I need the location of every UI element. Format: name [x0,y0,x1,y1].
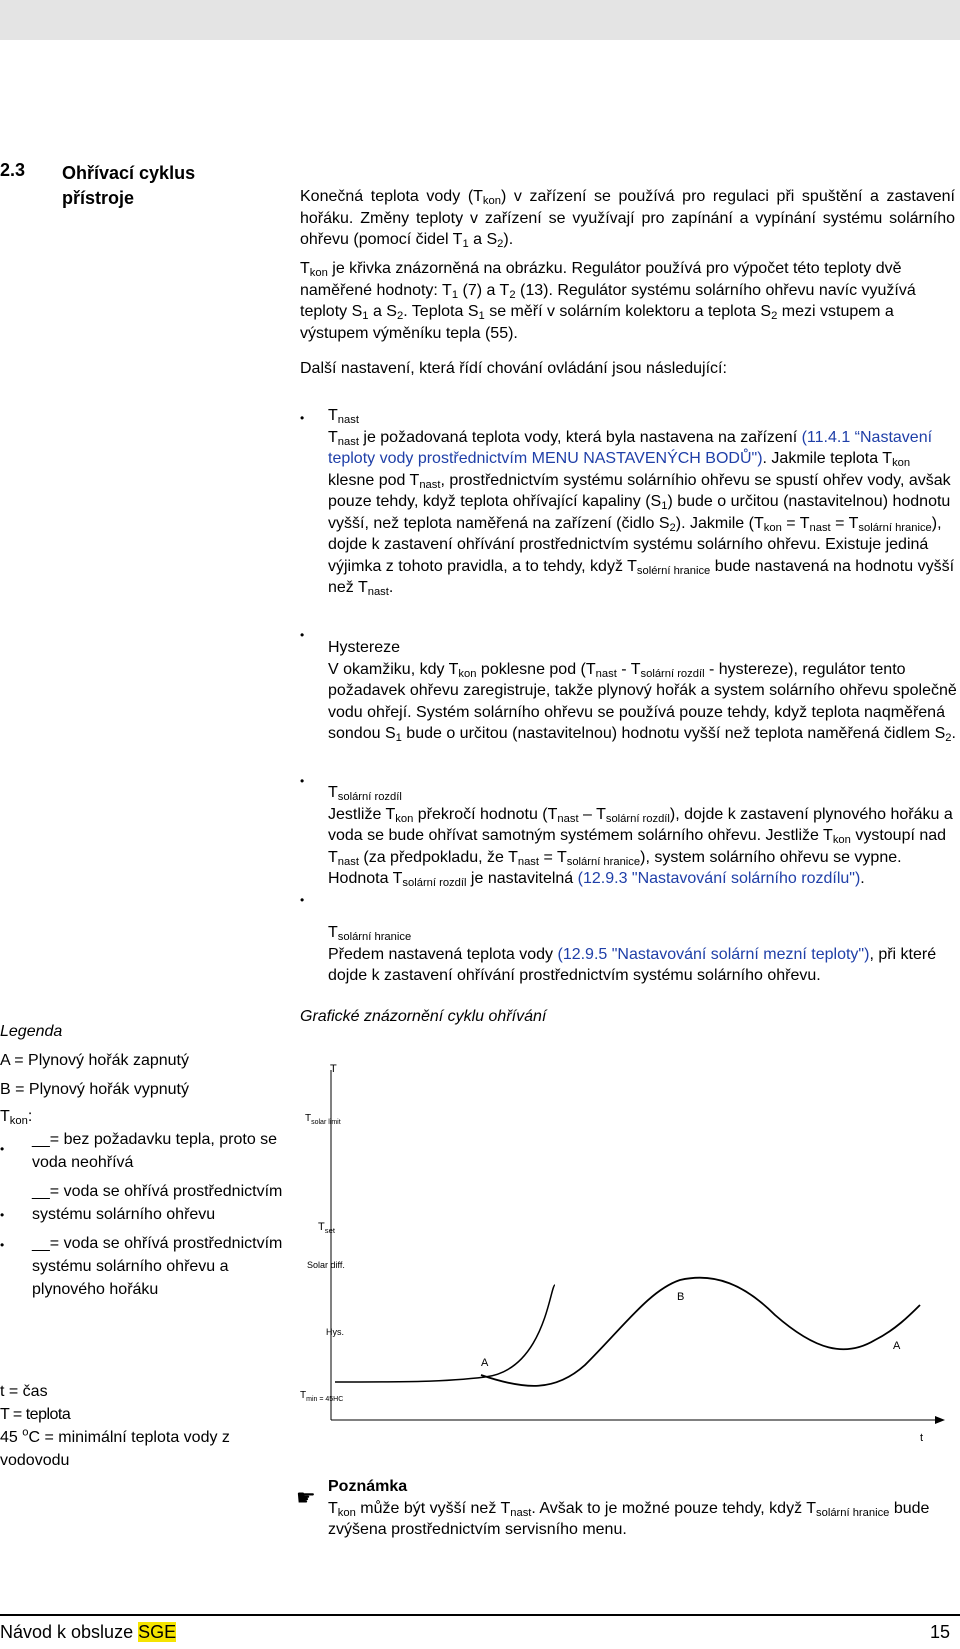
legend-item-2: • __= voda se ohřívá prostřednictvím systému solárního ohřevu [0,1183,283,1223]
label-hys: Hys. [326,1327,344,1337]
section-number: 2.3 [0,160,26,180]
note-text: $T_{kon}$ může být vyšší než $T_{nast}$. Avšak to je možné pouze tehdy, když $T_{solární hranice}$ bude zvýšena prostřednictvím servisního menu. [328,1499,930,1538]
bullet-solar-diff-head: $T_{solární rozdíl}$ [328,784,402,803]
legend-min: 45 $^o$C = minimální teplota vody z vodovodu [0,1426,230,1469]
hand-icon: ☛ [296,1485,316,1510]
bullet-dot: • [300,411,305,425]
point-label-A2: A [893,1340,901,1352]
legend-title: Legenda [0,1023,63,1040]
axis-label-t: t [920,1432,924,1444]
bullet-solar-limit-text: Předem nastavená teplota vody (12.9.5 "Nastavování solární mezní teploty"), při které dojde k zastavení ohřívání prostřednictvím systému solárního ohřevu. [328,945,937,984]
legend-units [0,1380,285,1472]
legend-b: B = Plynový hořák vypnutý [0,1081,189,1098]
legend-tkon: $T_{kon}$: [0,1108,33,1127]
label-tset: $T_{set}$ [318,1221,335,1235]
note-title: Poznámka [328,1478,408,1495]
legend-T: T = teplota [0,1406,71,1423]
footer-brand: SGE [138,1622,177,1642]
x-axis-arrow [935,1416,945,1424]
label-tsolar-limit: $T_{solar limit}$ [305,1113,341,1126]
intro-paragraph-3: Další nastavení, která řídí chování ovládání jsou následující: [300,360,727,377]
bullet-tnast [328,405,958,599]
intro-paragraph-2: $T_{kon}$ je křivka znázorněná na obrázku. Regulátor používá pro výpočet této teploty dvě naměřené hodnoty: $T_1$ (7) a $T_2$ (13). Regulátor systému solárního ohřevu navíc využívá teploty $S_1$ a $S_2$. Teplota $S_1$ se měří v solárním kolektoru a teplota $S_2$ mezi vstupem a výstupem výměníku tepla (55). [300,260,916,342]
tkon-curve-rising [335,1285,555,1382]
legend-item-1: • __= bez požadavku tepla, proto se voda neohřívá [0,1131,278,1171]
bullet-solar-diff [328,782,958,890]
heating-cycle-graph [295,1040,955,1460]
label-tmin: $T_{min = 45HC}$ [300,1390,344,1403]
axis-label-T: T [330,1063,337,1075]
footer-title: Návod k obsluze SGE [0,1622,177,1642]
note [328,1476,953,1541]
intro-paragraph-1: Konečná teplota vody $(T_{kon})$ v zařízení se používá pro regulaci při spuštění a zastavení hořáku. Změny teploty v zařízení se využívají pro zapínání a vypínání systému solárního ohřevu (pomocí čidel $T_1$ a $S_2$). [300,188,956,250]
bullet-hystereze [328,637,958,745]
bullet-tnast-text: $T_{nast}$ je požadovaná teplota vody, která byla nastavena na zařízení (11.4.1 “Nastavení teploty vody prostřednictvím MENU NASTAVENÝCH BODŮ"). Jakmile teplota $T_{kon}$ klesne pod $T_{nast}$, prostřednictvím systému solárníhio ohřevu se spustí ohřev vody, avšak pouze tehdy, když teplota ohřívající kapaliny $(S_1)$ bude o určitou (nastavitelnou) hodnotu vyšší, než teplota naměřená na zařízení (čidlo $S_2$). Jakmile $(T_{kon} = T_{nast} = T_{solární hranice})$, dojde k zastavení ohřívání prostřednictvím systému solárního ohřevu. Existuje jediná výjimka z tohoto pravidla, a to tehdy, když $T_{solérní hranice}$ bude nastavená na hodnotu vyšší než $T_{nast}$. [328,428,955,598]
page-number: 15 [929,1622,950,1642]
bullet-tnast-head: $T_{nast}$ [328,407,359,426]
point-label-A1: A [481,1357,489,1369]
bullet-dot: • [300,893,305,907]
bullet-hystereze-text: V okamžiku, kdy $T_{kon}$ poklesne pod ($T_{nast} - T_{solární rozdíl}$ - hystereze), regulátor tento požadavek ohřevu zaregistruje, takže plynový hořák a system solárního ohřevu společně vodu ohřejí. Systém solárního ohřevu se používá pouze tehdy, když teplota naqměřená sondou $S_1$ bude o určitou (nastavitelnou) hodnotu vyšší než teplota naměřená čidlem $S_2$. [328,660,957,744]
section-title: Ohřívací cyklus přístroje [62,163,196,208]
legend-t: t = čas [0,1383,48,1400]
tkon-curve [481,1278,920,1386]
top-bar [0,0,960,40]
legend [0,1020,285,1301]
bullet-solar-limit [328,922,958,987]
bullet-dot: • [300,628,305,642]
label-solar-diff: Solar diff. [307,1260,345,1270]
bullet-solar-diff-text: Jestliže $T_{kon}$ překročí hodnotu $(T_{nast} - T_{solární rozdíl})$, dojde k zastavení plynového hořáku a voda se bude ohřívat samotným systémem solárního ohřevu. Jestliže $T_{kon}$ vystoupí nad $T_{nast}$ (za předpokladu, že $T_{nast} = T_{solární hranice}$), system solárního ohřevu se vypne. Hodnota $T_{solární rozdíl}$ je nastavitelná (12.9.3 "Nastavování solárního rozdílu"). [328,805,953,889]
bullet-hystereze-head: Hystereze [328,639,401,656]
footer-divider [0,1614,960,1616]
point-label-B: B [677,1291,685,1303]
legend-a: A = Plynový hořák zapnutý [0,1052,189,1069]
bullet-dot: • [300,774,305,788]
figure-caption: Grafické znázornění cyklu ohřívání [300,1008,547,1025]
bullet-solar-limit-head: $T_{solární hranice}$ [328,924,412,943]
legend-item-3: • __= voda se ohřívá prostřednictvím systému solárního ohřevu a plynového hořáku [0,1235,283,1298]
